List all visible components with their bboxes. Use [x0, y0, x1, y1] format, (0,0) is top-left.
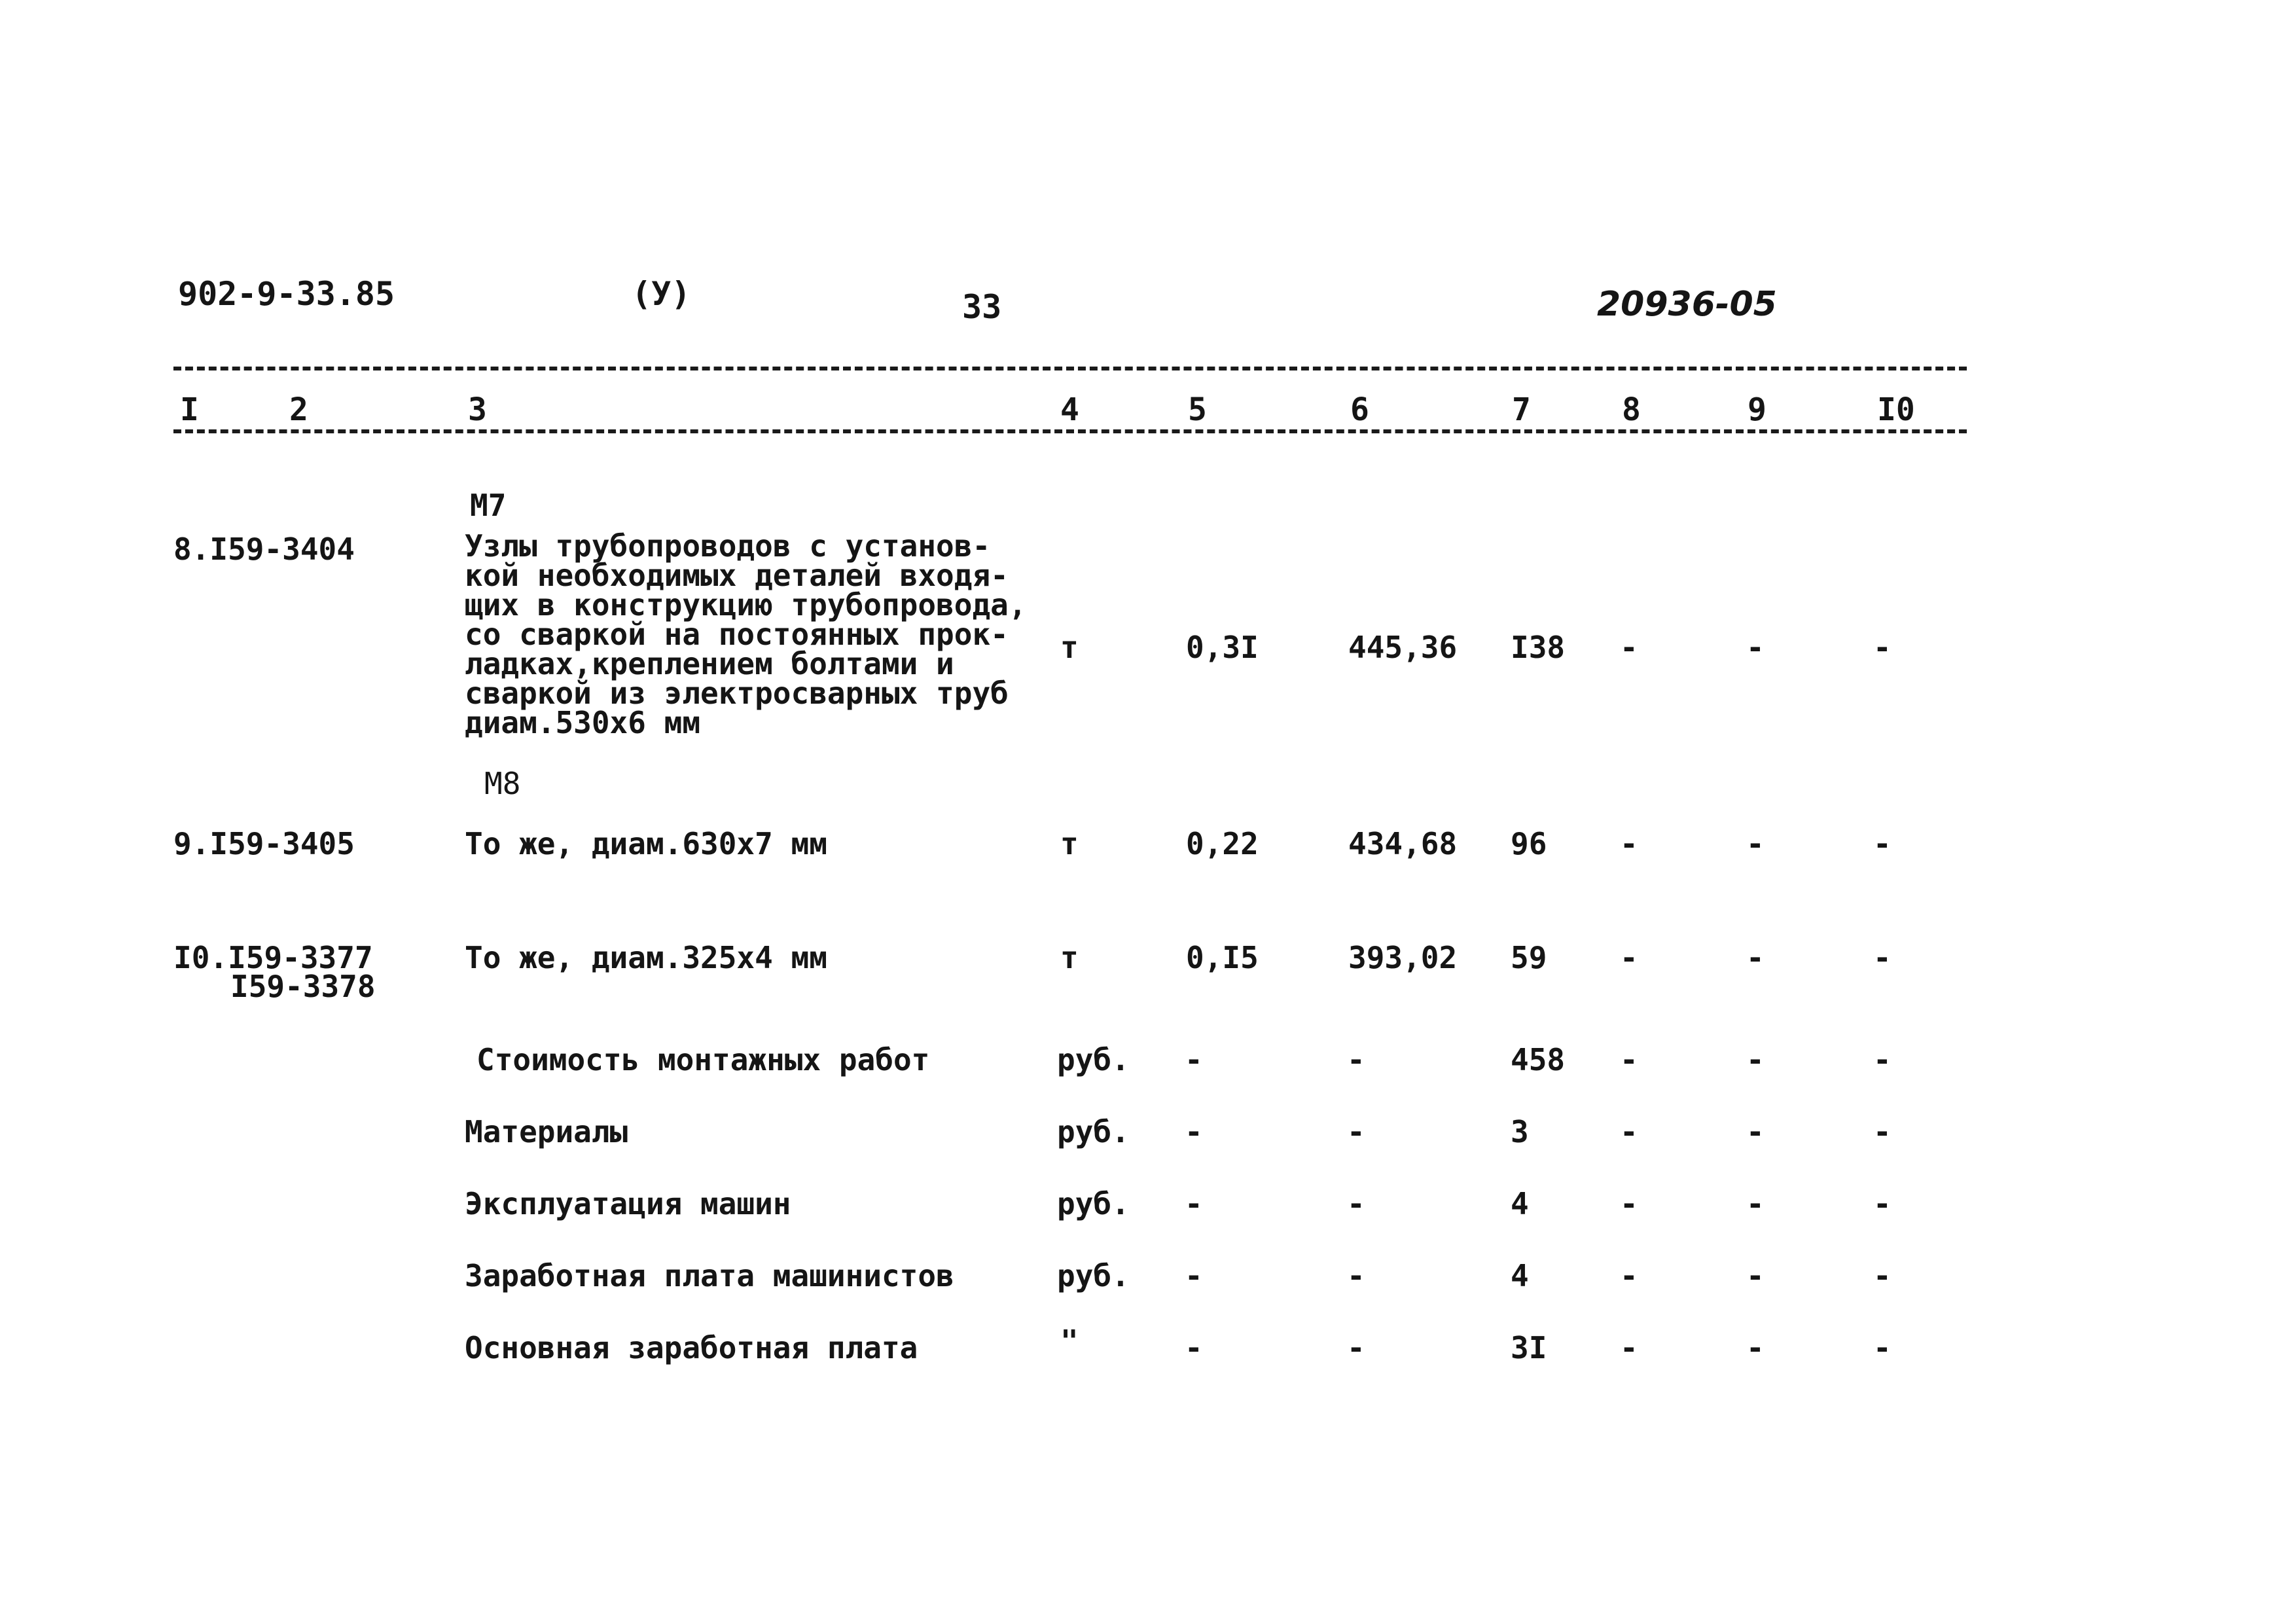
summary-3-col6: - — [1347, 1186, 1365, 1221]
column-number-5: 5 — [1188, 391, 1207, 428]
row-2-col10: - — [1873, 826, 1892, 861]
row-3-col10: - — [1873, 940, 1892, 975]
summary-4-col10: - — [1873, 1258, 1892, 1293]
row-3-col8: - — [1620, 940, 1638, 975]
row-3-code: I0.I59-3377 — [173, 940, 373, 975]
row-1-unit: т — [1060, 630, 1079, 665]
row-2-col5: 0,22 — [1186, 826, 1259, 861]
summary-5-col7: 3I — [1511, 1330, 1547, 1365]
summary-5-label: Основная заработная плата — [465, 1330, 918, 1365]
summary-2-col9: - — [1746, 1114, 1765, 1149]
summary-3-col9: - — [1746, 1186, 1765, 1221]
summary-1-col6: - — [1347, 1042, 1365, 1077]
row-2-description: То же, диам.630х7 мм — [465, 826, 827, 861]
column-number-4: 4 — [1060, 391, 1079, 428]
row-2-col8: - — [1620, 826, 1638, 861]
summary-3-unit: руб. — [1057, 1186, 1130, 1221]
summary-4-col6: - — [1347, 1258, 1365, 1293]
row-1-col5: 0,3I — [1186, 630, 1259, 665]
row-2-col6: 434,68 — [1348, 826, 1458, 861]
row-2-col7: 96 — [1511, 826, 1547, 861]
summary-5-col6: - — [1347, 1330, 1365, 1365]
column-number-9: 9 — [1748, 391, 1767, 428]
summary-5-col10: - — [1873, 1330, 1892, 1365]
row-3-unit: т — [1060, 940, 1079, 975]
row-2-code: 9.I59-3405 — [173, 826, 355, 861]
summary-2-col5: - — [1185, 1114, 1203, 1149]
document-code: 902-9-33.85 — [178, 275, 395, 313]
row-1-col7: I38 — [1511, 630, 1566, 665]
row-3-code-2: I59-3378 — [230, 969, 376, 1004]
column-number-7: 7 — [1512, 391, 1531, 428]
row-1-col6: 445,36 — [1348, 630, 1458, 665]
column-number-8: 8 — [1622, 391, 1641, 428]
document-mark: (У) — [632, 275, 691, 313]
summary-4-col5: - — [1185, 1258, 1203, 1293]
summary-1-col9: - — [1746, 1042, 1765, 1077]
summary-2-unit: руб. — [1057, 1114, 1130, 1149]
row-3-description: То же, диам.325х4 мм — [465, 940, 827, 975]
summary-1-col7: 458 — [1511, 1042, 1566, 1077]
summary-1-col8: - — [1620, 1042, 1638, 1077]
summary-4-unit: руб. — [1057, 1258, 1130, 1293]
summary-5-col8: - — [1620, 1330, 1638, 1365]
summary-3-col7: 4 — [1511, 1186, 1529, 1221]
archive-number: 20936-05 — [1597, 285, 1777, 324]
row-1-col10: - — [1873, 630, 1892, 665]
column-number-6: 6 — [1350, 391, 1369, 428]
row-1-code: 8.I59-3404 — [173, 532, 355, 567]
summary-2-col7: 3 — [1511, 1114, 1529, 1149]
summary-4-col8: - — [1620, 1258, 1638, 1293]
summary-5-col9: - — [1746, 1330, 1765, 1365]
row-1-col8: - — [1620, 630, 1638, 665]
row-3-col7: 59 — [1511, 940, 1547, 975]
page-number: 33 — [962, 288, 1002, 326]
summary-2-col10: - — [1873, 1114, 1892, 1149]
summary-2-label: Материалы — [465, 1114, 628, 1149]
column-number-2: 2 — [289, 391, 308, 428]
summary-1-label: Стоимость монтажных работ — [476, 1042, 930, 1077]
summary-5-unit: " — [1060, 1324, 1079, 1359]
column-number-3: 3 — [468, 391, 487, 428]
summary-3-label: Эксплуатация машин — [465, 1186, 791, 1221]
row-1-marker: М7 — [470, 488, 507, 523]
row-3-col6: 393,02 — [1348, 940, 1458, 975]
row-2-marker: М8 — [484, 766, 521, 801]
summary-4-col9: - — [1746, 1258, 1765, 1293]
summary-2-col8: - — [1620, 1114, 1638, 1149]
summary-1-col5: - — [1185, 1042, 1203, 1077]
header-bottom-rule — [173, 429, 1967, 433]
summary-4-col7: 4 — [1511, 1258, 1529, 1293]
summary-3-col5: - — [1185, 1186, 1203, 1221]
row-1-description: Узлы трубопроводов с установ- кой необходимых деталей входя- щих в конструкцию трубопровода, со сваркой на постоянных прок- ладках,креплением болтами и сваркой из электросварных труб диам.530х6 мм — [465, 528, 1027, 740]
row-2-col9: - — [1746, 826, 1765, 861]
column-number-10: I0 — [1877, 391, 1915, 428]
summary-3-col10: - — [1873, 1186, 1892, 1221]
header-top-rule — [173, 367, 1967, 370]
row-1-col9: - — [1746, 630, 1765, 665]
summary-2-col6: - — [1347, 1114, 1365, 1149]
row-3-col9: - — [1746, 940, 1765, 975]
summary-3-col8: - — [1620, 1186, 1638, 1221]
row-2-unit: т — [1060, 826, 1079, 861]
row-3-col5: 0,I5 — [1186, 940, 1259, 975]
summary-4-label: Заработная плата машинистов — [465, 1258, 954, 1293]
summary-1-col10: - — [1873, 1042, 1892, 1077]
column-number-1: I — [180, 391, 199, 428]
summary-5-col5: - — [1185, 1330, 1203, 1365]
summary-1-unit: руб. — [1057, 1042, 1130, 1077]
